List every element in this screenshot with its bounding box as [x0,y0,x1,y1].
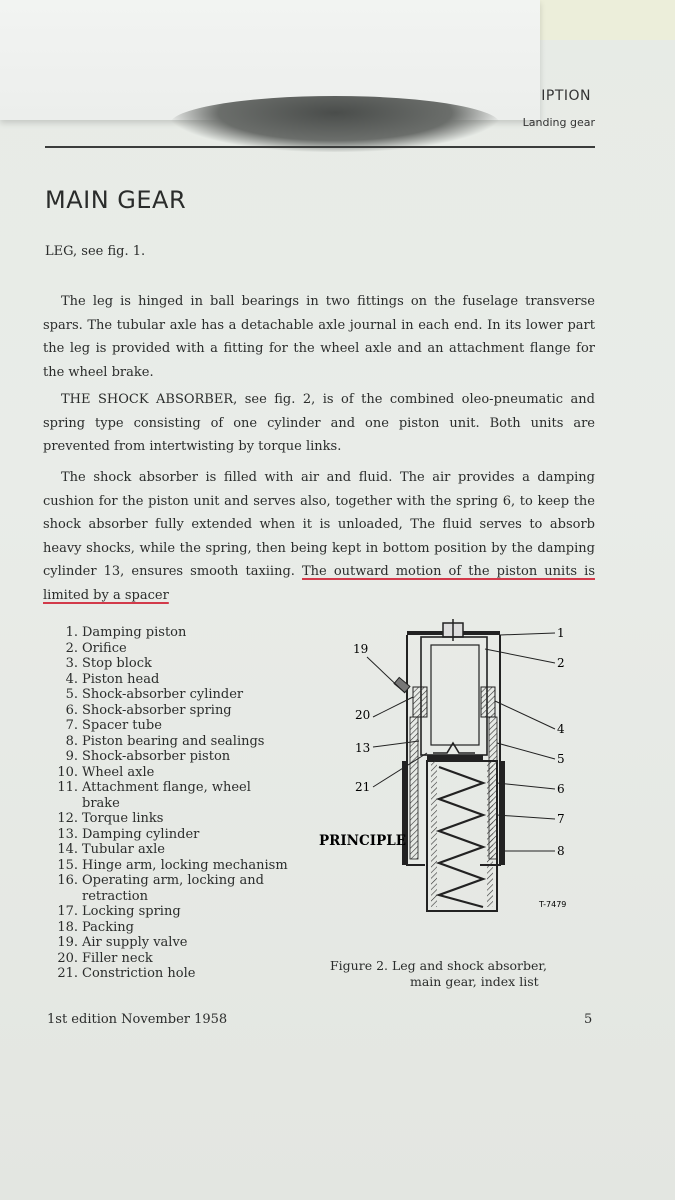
index-number: 1. [65,625,78,640]
paragraph-fluid [43,466,595,607]
header-subsection: Landing gear [522,116,595,129]
drawing-number: T-7479 [539,900,567,909]
principle-label: PRINCIPLE [319,833,407,849]
index-number: 15. [57,857,78,873]
stop-block-left [413,687,427,717]
index-number: 6. [65,702,78,718]
page-title: MAIN GEAR [45,186,187,214]
index-item [48,780,292,811]
index-item [48,904,292,920]
index-item [48,873,292,904]
index-text: Tubular axle [82,842,165,857]
index-text: Attachment flange, wheel brake [82,780,251,811]
page-number: 5 [584,1012,593,1027]
index-item [48,858,292,874]
index-text: Shock-absorber spring [82,702,232,718]
index-number: 2. [65,640,78,656]
index-item [48,703,292,719]
callout-21: 21 [355,780,371,794]
background-surface [540,0,675,40]
index-number: 17. [57,904,78,919]
paragraph-leg-text: The leg is hinged in ball bearings in two fittings on the fuselage transverse spars. The tubular axle has a detachable axle journal in each end. In its lower part the leg is provided with a fitting for the wheel axle and an attachment flange for the wheel brake. [43,294,595,380]
index-number: 8. [65,733,78,749]
stop-block-right [481,687,495,717]
index-item [48,641,292,657]
index-number: 16. [57,873,78,888]
index-text: Damping piston [82,625,187,640]
index-number: 13. [57,826,78,842]
figure-caption-line1: Figure 2. Leg and shock absorber, [330,958,548,973]
index-text: Operating arm, locking and retraction [82,873,264,904]
index-item [48,749,292,765]
index-item [48,672,292,688]
paragraph-fluid-text: The shock absorber is filled with air and fluid. The air provides a damping cushion for the piston unit and serves also, together with the spring 6, to keep the shock absorber fully extended when it is unloaded, The fluid serves to absorb heavy shocks, while the spring, then being kept in bottom position by the damping cylinder 13, ensures smooth taxiing. [43,470,595,579]
index-number: 21. [57,966,78,981]
fold-shadow [170,96,500,152]
index-text: Air supply valve [82,935,188,950]
leader-lines [367,633,555,851]
index-item [48,811,292,827]
index-text: Piston head [82,671,160,687]
index-number: 3. [65,656,78,671]
index-item [48,920,292,936]
callout-19: 19 [353,642,369,656]
index-text: Torque links [82,811,164,826]
index-number: 9. [65,749,78,764]
figure-caption [330,958,610,990]
index-item [48,765,292,781]
index-item [48,625,292,641]
index-number: 11. [57,780,78,795]
paragraph-leg [43,290,595,384]
lower-cylinder [427,761,497,911]
index-text: Shock-absorber cylinder [82,687,244,702]
callout-1: 1 [557,626,565,640]
index-item [48,966,292,982]
callout-13: 13 [355,741,371,755]
paragraph-fluid-underlined: The outward motion of the piston units is limited by a spacer [43,564,595,603]
index-number: 7. [65,718,78,733]
index-number: 4. [65,671,78,687]
index-item [48,827,292,843]
index-number: 19. [57,935,78,950]
callout-8: 8 [557,844,565,858]
index-text: Filler neck [82,950,153,966]
index-item [48,842,292,858]
header-rule [45,146,595,148]
paragraph-shock-absorber [43,388,595,459]
index-number: 12. [57,811,78,826]
index-item [48,951,292,967]
callout-5: 5 [557,752,565,766]
index-text: Shock-absorber piston [82,749,231,764]
leg-heading: LEG, see fig. 1. [45,244,146,259]
index-item [48,687,292,703]
figure-caption-line2: main gear, index list [410,974,539,989]
index-text: Locking spring [82,904,181,919]
index-item [48,935,292,951]
edition-footer: 1st edition November 1958 [47,1012,228,1027]
index-number: 10. [57,764,78,780]
index-number: 14. [57,842,78,857]
index-text: Packing [82,919,134,935]
index-text: Stop block [82,656,152,671]
index-text: Damping cylinder [82,826,200,842]
callout-4: 4 [557,722,565,736]
index-number: 20. [57,950,78,966]
index-text: Constriction hole [82,966,196,981]
index-text: Wheel axle [82,764,155,780]
header-section: IPTION [541,88,591,104]
index-item [48,656,292,672]
index-number: 18. [57,919,78,935]
index-text: Hinge arm, locking mechanism [82,857,288,873]
callout-7: 7 [557,812,565,826]
index-item [48,734,292,750]
callout-2: 2 [557,656,565,670]
callout-20: 20 [355,708,371,722]
paragraph-shock-absorber-text: THE SHOCK ABSORBER, see fig. 2, is of the combined oleo-pneumatic and spring type consisting of one cylinder and one piston unit. Both units are prevented from intertwisting by torque links. [43,392,595,454]
index-text: Orifice [82,640,127,656]
index-text: Spacer tube [82,718,162,733]
index-item [48,718,292,734]
index-number: 5. [65,687,78,702]
shock-absorber-diagram [315,615,615,915]
index-text: Piston bearing and sealings [82,733,265,749]
index-list [48,625,292,982]
spring [439,767,483,907]
callout-6: 6 [557,782,565,796]
